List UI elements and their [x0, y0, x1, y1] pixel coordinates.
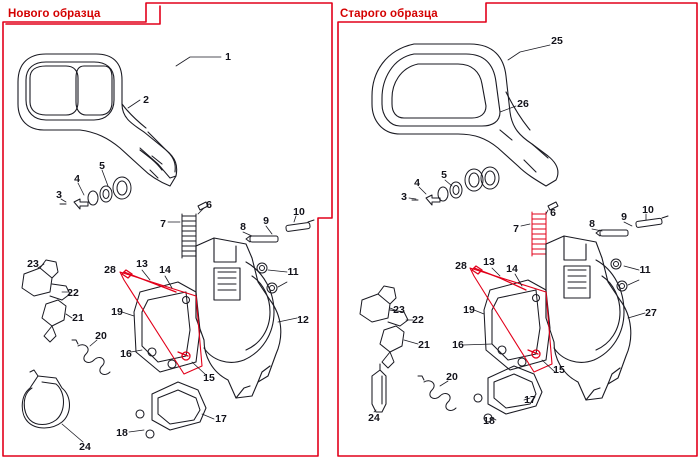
callout-5-old[interactable]: 5 [441, 169, 447, 181]
callout-18[interactable]: 18 [116, 427, 128, 439]
callout-23[interactable]: 23 [27, 258, 39, 270]
callout-24-old[interactable]: 24 [368, 412, 380, 424]
callout-19[interactable]: 19 [111, 306, 123, 318]
callout-7-old[interactable]: 7 [513, 223, 519, 235]
highlight-link-old [470, 266, 552, 372]
callout-21-old[interactable]: 21 [418, 339, 430, 351]
callout-12[interactable]: 12 [297, 314, 309, 326]
callout-7[interactable]: 7 [160, 218, 166, 230]
callout-1[interactable]: 1 [225, 51, 231, 63]
callout-13-old[interactable]: 13 [483, 256, 495, 268]
callout-4-old[interactable]: 4 [414, 177, 420, 189]
handle-bar-old [372, 44, 558, 186]
panel-border-new [3, 3, 332, 456]
callout-2[interactable]: 2 [143, 94, 149, 106]
callout-8[interactable]: 8 [240, 221, 246, 233]
callout-8-old[interactable]: 8 [589, 218, 595, 230]
callout-4[interactable]: 4 [74, 173, 80, 185]
callout-10[interactable]: 10 [293, 206, 305, 218]
highlight-link-new [120, 270, 202, 374]
panel-title-new: Нового образца [8, 8, 101, 20]
spring-new [182, 214, 196, 258]
callout-22[interactable]: 22 [67, 287, 79, 299]
callout-23-old[interactable]: 23 [393, 304, 405, 316]
callout-25-old[interactable]: 25 [551, 35, 563, 47]
callout-24[interactable]: 24 [79, 441, 91, 453]
callout-16[interactable]: 16 [120, 348, 132, 360]
callout-5[interactable]: 5 [99, 160, 105, 172]
callout-26-old[interactable]: 26 [517, 98, 529, 110]
callout-22-old[interactable]: 22 [412, 314, 424, 326]
brake-band-old [372, 364, 386, 412]
callout-14[interactable]: 14 [159, 264, 171, 276]
callout-11-old[interactable]: 11 [639, 264, 651, 276]
callout-20[interactable]: 20 [95, 330, 107, 342]
callout-19-old[interactable]: 19 [463, 304, 475, 316]
callout-16-old[interactable]: 16 [452, 339, 464, 351]
callout-6[interactable]: 6 [206, 199, 212, 211]
callout-15-old[interactable]: 15 [553, 364, 565, 376]
callout-13[interactable]: 13 [136, 258, 148, 270]
callout-14-old[interactable]: 14 [506, 263, 518, 275]
spring-old [532, 212, 546, 256]
brake-band-new [22, 370, 69, 428]
callout-28[interactable]: 28 [104, 264, 116, 276]
handle-bar-new [18, 54, 177, 186]
callout-21[interactable]: 21 [72, 312, 84, 324]
callout-9-old[interactable]: 9 [621, 211, 627, 223]
callout-17[interactable]: 17 [215, 413, 227, 425]
callout-10-old[interactable]: 10 [642, 204, 654, 216]
callout-20-old[interactable]: 20 [446, 371, 458, 383]
panel-title-old: Старого образца [340, 8, 438, 20]
callout-17-old[interactable]: 17 [524, 394, 536, 406]
callout-28-old[interactable]: 28 [455, 260, 467, 272]
callout-9[interactable]: 9 [263, 215, 269, 227]
callout-3[interactable]: 3 [56, 189, 62, 201]
hardware-group-new [60, 177, 131, 209]
callout-18-old[interactable]: 18 [483, 415, 495, 427]
callout-15[interactable]: 15 [203, 372, 215, 384]
callout-11[interactable]: 11 [287, 266, 299, 278]
callout-3-old[interactable]: 3 [401, 191, 407, 203]
callout-6-old[interactable]: 6 [550, 207, 556, 219]
callout-27-old[interactable]: 27 [645, 307, 657, 319]
